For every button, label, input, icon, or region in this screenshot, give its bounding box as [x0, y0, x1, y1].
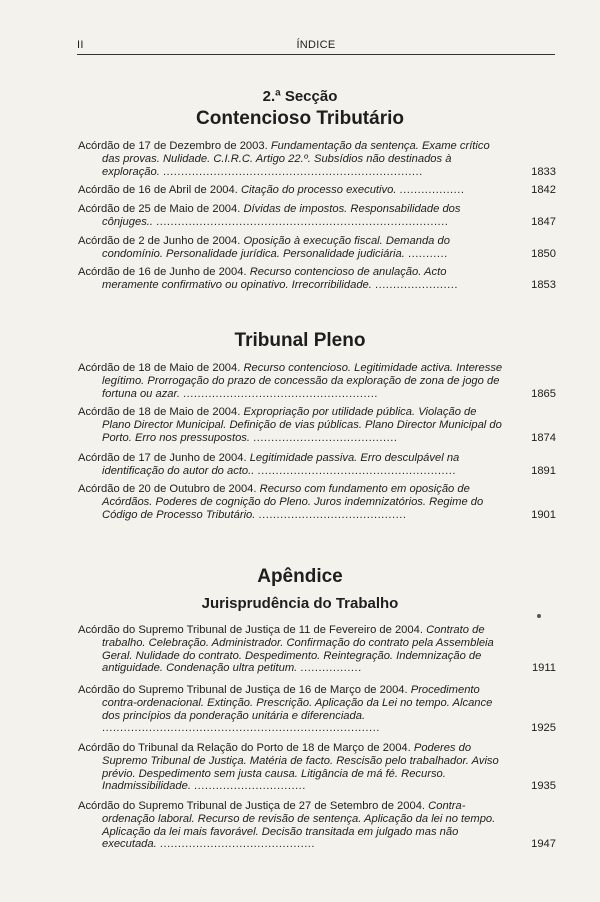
entry-page-number: 1865: [531, 387, 556, 400]
entry-subject: Expropriação por utilidade pública. Violação de Plano Director Municipal. Definição de vias públicas. Plano Director Municipal do Porto. Erro nos pressupostos.: [102, 406, 502, 444]
entry-page-number: 1850: [531, 247, 556, 260]
page-number: II: [77, 39, 84, 51]
entry-subject: Procedimento contra-ordenacional. Extinção. Prescrição. Aplicação da Lei no tempo. Alcance dos princípios da ponderação unitária e diferenciada.: [102, 684, 493, 722]
entry-lead: Acórdão de 18 de Maio de 2004.: [78, 406, 241, 418]
entry-page-number: 1847: [531, 215, 556, 228]
header-title: ÍNDICE: [296, 39, 336, 51]
entry-lead: Acórdão de 17 de Junho de 2004.: [78, 452, 247, 464]
section-label: 2.ª Secção: [262, 88, 338, 105]
leader-dots: ........................................................................: [162, 165, 423, 178]
entry-lead: Acórdão do Supremo Tribunal de Justiça de 16 de Março de 2004.: [78, 684, 408, 696]
leader-dots: ...............................: [194, 780, 306, 793]
entry-lead: Acórdão de 25 de Maio de 2004.: [78, 203, 241, 215]
leader-dots: .......................................................: [257, 464, 456, 477]
entry-subject: Recurso contencioso. Legitimidade activa. Interesse legítimo. Prorrogação do prazo de concessão da exploração de zona de jogo de fortuna ou azar.: [102, 362, 503, 400]
entry-subject: Recurso com fundamento em oposição de Acórdãos. Poderes de cognição do Pleno. Juros indemnizatórios. Regime do Código de Processo Tributário.: [102, 483, 484, 521]
entry-subject: Poderes do Supremo Tribunal de Justiça. Matéria de facto. Rescisão pelo trabalhador. Aviso prévio. Despedimento sem justa causa. Litigância de má fé. Recurso. Inadmissibilidade.: [102, 742, 499, 793]
entry-subject: Citação do processo executivo.: [240, 184, 397, 196]
index-entry: [78, 800, 556, 851]
entry-lead: Acórdão de 17 de Dezembro de 2003.: [78, 140, 268, 152]
entry-page-number: 1911: [531, 662, 556, 675]
entry-subject: Recurso contencioso de anulação. Acto meramente confirmativo ou opinativo. Irrecorribilidade.: [102, 266, 447, 291]
index-entry: [78, 742, 556, 793]
leader-dots: .......................: [374, 278, 458, 291]
entry-page-number: 1935: [531, 780, 556, 793]
section-title-tribunal-pleno: Tribunal Pleno: [234, 330, 366, 351]
entry-page-number: 1891: [531, 464, 556, 477]
entry-lead: Acórdão do Supremo Tribunal de Justiça de 11 de Fevereiro de 2004.: [78, 624, 423, 636]
index-entry: [78, 235, 556, 261]
entry-subject: Oposição à execução fiscal. Demanda do condomínio. Personalidade jurídica. Personalidade judiciária.: [102, 235, 450, 260]
entry-subject: Fundamentação da sentença. Exame crítico das provas. Nulidade. C.I.R.C. Artigo 22.º. Subsídios não destinados à exploração.: [102, 140, 490, 178]
entry-lead: Acórdão de 2 de Junho de 2004.: [78, 235, 241, 247]
index-entry: [78, 184, 556, 197]
entry-lead: Acórdão do Tribunal da Relação do Porto de 18 de Março de 2004.: [78, 742, 411, 754]
entry-lead: Acórdão de 16 de Junho de 2004.: [78, 266, 247, 278]
section-title-contencioso: Contencioso Tributário: [196, 108, 404, 129]
index-entry: [78, 684, 556, 735]
entry-subject: Contrato de trabalho. Celebração. Administrador. Confirmação do contrato pela Assembleia Geral. Nulidade do contrato. Despedimento. Reintegração. Indemnização de antiguidade. Condenação ultra petitum.: [102, 624, 494, 675]
index-entry: [78, 452, 556, 478]
entry-subject: Legitimidade passiva. Erro desculpável na identificação do autor do acto..: [102, 452, 460, 477]
entry-lead: Acórdão do Supremo Tribunal de Justiça de 27 de Setembro de 2004.: [78, 800, 426, 812]
section-title-apendice: Apêndice: [257, 566, 343, 587]
index-entry: [78, 483, 556, 521]
leader-dots: .................................................................................: [156, 215, 449, 228]
leader-dots: ..................: [399, 184, 465, 196]
entry-subject: Dívidas de impostos. Responsabilidade dos cônjuges..: [102, 203, 461, 228]
leader-dots: ........................................: [253, 431, 398, 444]
entry-lead: Acórdão de 16 de Abril de 2004.: [78, 184, 238, 196]
index-entry: [78, 362, 556, 400]
print-speck: [537, 614, 541, 618]
index-entry: [78, 624, 556, 675]
leader-dots: ......................................................: [183, 387, 378, 400]
section-subtitle: Jurisprudência do Trabalho: [201, 595, 399, 612]
leader-dots: .................: [300, 662, 362, 675]
entry-page-number: 1874: [531, 431, 556, 444]
index-entry: [78, 203, 556, 229]
entry-page-number: 1853: [531, 278, 556, 291]
entry-page-number: 1947: [531, 838, 556, 851]
entry-lead: Acórdão de 18 de Maio de 2004.: [78, 362, 241, 374]
entry-lead: Acórdão de 20 de Outubro de 2004.: [78, 483, 257, 495]
leader-dots: .........................................: [258, 508, 407, 521]
index-entry: [78, 266, 556, 292]
entry-page-number: 1901: [531, 508, 556, 521]
index-entry: [78, 406, 556, 444]
entry-page-number: 1925: [531, 722, 556, 735]
entry-subject: Contra-ordenação laboral. Recurso de revisão de sentença. Aplicação da lei no tempo. Aplicação da lei mais favorável. Decisão transitada em julgado mas não executada.: [102, 800, 496, 851]
entry-page-number: 1842: [531, 184, 556, 196]
index-entry: [78, 140, 556, 178]
entry-page-number: 1833: [531, 165, 556, 178]
running-header: [77, 38, 555, 55]
leader-dots: ...........: [407, 247, 448, 260]
leader-dots: ...........................................: [159, 838, 316, 851]
leader-dots: .............................................................................: [102, 722, 380, 735]
